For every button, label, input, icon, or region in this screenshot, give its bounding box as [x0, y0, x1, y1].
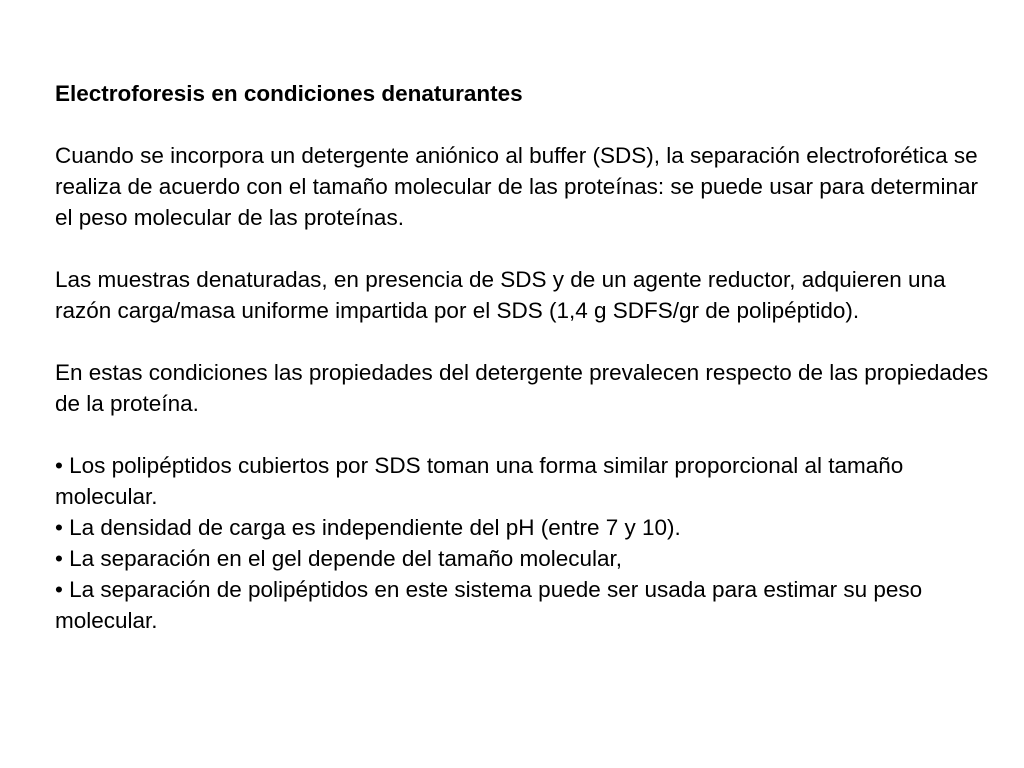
spacer [55, 233, 995, 264]
spacer [55, 109, 995, 140]
spacer [55, 419, 995, 450]
bullet-item: • La densidad de carga es independiente del pH (entre 7 y 10). [55, 515, 681, 540]
paragraph-denatured-samples: Las muestras denaturadas, en presencia de SDS y de un agente reductor, adquieren una razón carga/masa uniforme impartida por el SDS (1,4 g SDFS/gr de polipéptido). [55, 267, 946, 323]
bullet-item: • La separación en el gel depende del tamaño molecular, [55, 546, 623, 571]
paragraph-detergent-properties: En estas condiciones las propiedades del detergente prevalecen respecto de las propiedades de la proteína. [55, 360, 989, 416]
slide-content [55, 78, 995, 636]
bullet-item: • La separación de polipéptidos en este sistema puede ser usada para estimar su peso molecular. [55, 577, 923, 633]
paragraph-sds-intro: Cuando se incorpora un detergente aniónico al buffer (SDS), la separación electroforética se realiza de acuerdo con el tamaño molecular de las proteínas: se puede usar para determinar el peso molecular de las proteínas. [55, 143, 979, 230]
spacer [55, 326, 995, 357]
bullet-list [55, 450, 995, 636]
bullet-item: • Los polipéptidos cubiertos por SDS toman una forma similar proporcional al tamaño molecular. [55, 453, 904, 509]
slide-title: Electroforesis en condiciones denaturantes [55, 81, 523, 106]
